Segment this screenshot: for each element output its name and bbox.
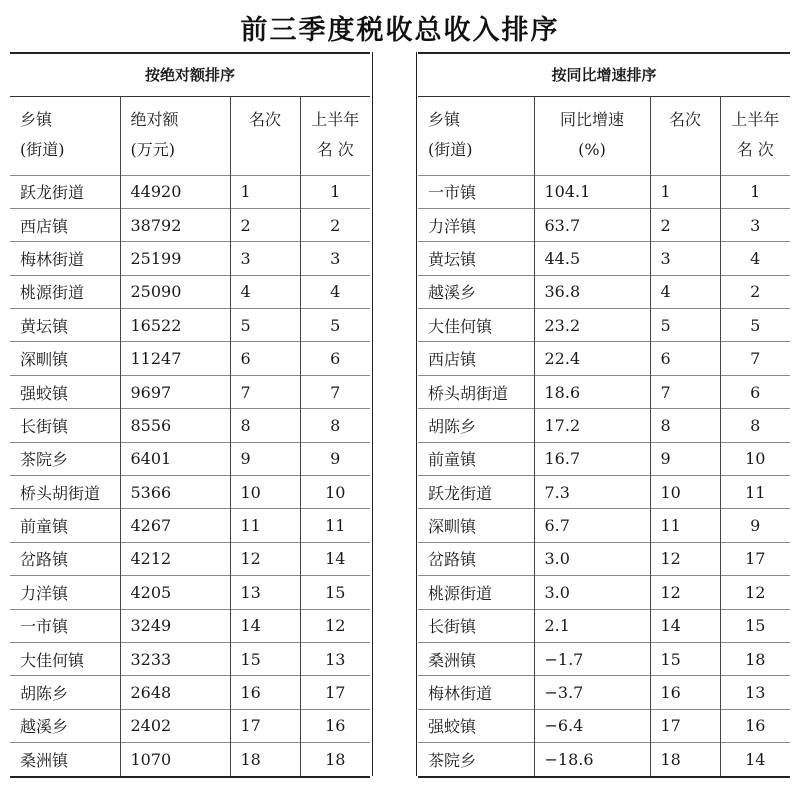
cell-township: 力洋镇 xyxy=(428,216,477,236)
table-row xyxy=(418,542,790,575)
cell-township: 梅林街道 xyxy=(20,249,85,269)
cell-h1-rank: 6 xyxy=(300,342,370,375)
cell-h1-rank: 17 xyxy=(720,542,790,575)
cell-h1-rank: 4 xyxy=(300,275,370,308)
cell-value: 23.2 xyxy=(534,309,650,342)
cell-rank: 4 xyxy=(650,275,720,308)
cell-value: 104.1 xyxy=(534,175,650,208)
cell-rank: 14 xyxy=(230,609,300,642)
header-row xyxy=(10,97,370,175)
cell-h1-rank: 16 xyxy=(720,709,790,742)
growth-rate-panel xyxy=(418,52,790,778)
cell-township: 桥头胡街道 xyxy=(428,383,509,403)
cell-rank: 9 xyxy=(650,442,720,475)
table-row xyxy=(10,309,370,342)
table-row xyxy=(418,676,790,709)
header-rank: 名次 xyxy=(230,97,300,175)
cell-rank: 15 xyxy=(650,642,720,675)
table-row xyxy=(10,709,370,742)
cell-h1-rank: 8 xyxy=(720,409,790,442)
table-row xyxy=(10,509,370,542)
cell-township: 岔路镇 xyxy=(428,550,477,570)
cell-rank: 5 xyxy=(230,309,300,342)
absolute-amount-panel xyxy=(10,52,370,778)
cell-value: 3.0 xyxy=(534,542,650,575)
cell-rank: 2 xyxy=(650,208,720,241)
cell-h1-rank: 10 xyxy=(720,442,790,475)
cell-value: 5366 xyxy=(120,476,230,509)
cell-value: −6.4 xyxy=(534,709,650,742)
cell-rank: 11 xyxy=(230,509,300,542)
cell-value: 2.1 xyxy=(534,609,650,642)
table-row xyxy=(418,609,790,642)
header-township: 乡镇 (街道) xyxy=(20,110,65,159)
cell-rank: 9 xyxy=(230,442,300,475)
cell-township: 桑洲镇 xyxy=(20,751,69,771)
cell-h1-rank: 14 xyxy=(720,743,790,776)
cell-township: 强蛟镇 xyxy=(428,717,477,737)
cell-h1-rank: 12 xyxy=(720,576,790,609)
cell-value: 25090 xyxy=(120,275,230,308)
table-row xyxy=(10,175,370,208)
cell-h1-rank: 9 xyxy=(300,442,370,475)
cell-rank: 15 xyxy=(230,642,300,675)
cell-township: 大佳何镇 xyxy=(20,650,85,670)
cell-rank: 17 xyxy=(650,709,720,742)
cell-value: 7.3 xyxy=(534,476,650,509)
cell-rank: 10 xyxy=(650,476,720,509)
cell-township: 茶院乡 xyxy=(428,751,477,771)
cell-value: −18.6 xyxy=(534,743,650,776)
cell-rank: 18 xyxy=(650,743,720,776)
cell-value: 6401 xyxy=(120,442,230,475)
table-row xyxy=(10,542,370,575)
cell-value: 1070 xyxy=(120,743,230,776)
cell-rank: 10 xyxy=(230,476,300,509)
cell-h1-rank: 4 xyxy=(720,242,790,275)
table-row xyxy=(418,709,790,742)
table-row xyxy=(418,175,790,208)
absolute-amount-table xyxy=(10,97,370,776)
cell-rank: 7 xyxy=(650,375,720,408)
cell-township: 跃龙街道 xyxy=(428,483,493,503)
cell-rank: 12 xyxy=(650,542,720,575)
table-row xyxy=(10,642,370,675)
table-row xyxy=(418,342,790,375)
cell-h1-rank: 5 xyxy=(300,309,370,342)
table-row xyxy=(10,375,370,408)
header-row xyxy=(418,97,790,175)
cell-value: −3.7 xyxy=(534,676,650,709)
divider-right xyxy=(416,52,417,776)
cell-value: 2648 xyxy=(120,676,230,709)
table-row xyxy=(418,242,790,275)
header-h1-rank: 上半年 名 次 xyxy=(720,97,790,175)
cell-township: 梅林街道 xyxy=(428,684,493,704)
table-row xyxy=(10,342,370,375)
cell-township: 桥头胡街道 xyxy=(20,483,101,503)
cell-township: 跃龙街道 xyxy=(20,183,85,203)
table-row xyxy=(10,676,370,709)
cell-value: 16522 xyxy=(120,309,230,342)
header-h1-rank: 上半年 名 次 xyxy=(300,97,370,175)
cell-rank: 3 xyxy=(650,242,720,275)
cell-value: 8556 xyxy=(120,409,230,442)
cell-rank: 18 xyxy=(230,743,300,776)
cell-rank: 13 xyxy=(230,576,300,609)
table-row xyxy=(10,576,370,609)
cell-h1-rank: 1 xyxy=(720,175,790,208)
table-row xyxy=(10,242,370,275)
cell-h1-rank: 6 xyxy=(720,375,790,408)
cell-h1-rank: 15 xyxy=(300,576,370,609)
cell-value: 16.7 xyxy=(534,442,650,475)
cell-rank: 2 xyxy=(230,208,300,241)
cell-township: 深甽镇 xyxy=(20,350,69,370)
header-township: 乡镇 (街道) xyxy=(428,110,473,159)
cell-rank: 17 xyxy=(230,709,300,742)
cell-township: 越溪乡 xyxy=(20,717,69,737)
cell-rank: 14 xyxy=(650,609,720,642)
cell-h1-rank: 15 xyxy=(720,609,790,642)
cell-h1-rank: 12 xyxy=(300,609,370,642)
cell-township: 桑洲镇 xyxy=(428,650,477,670)
growth-rate-table xyxy=(418,97,790,776)
table-row xyxy=(418,275,790,308)
cell-township: 岔路镇 xyxy=(20,550,69,570)
cell-value: −1.7 xyxy=(534,642,650,675)
growth-rate-title: 按同比增速排序 xyxy=(418,54,790,97)
cell-rank: 16 xyxy=(650,676,720,709)
cell-h1-rank: 1 xyxy=(300,175,370,208)
cell-h1-rank: 18 xyxy=(300,743,370,776)
cell-value: 44920 xyxy=(120,175,230,208)
table-row xyxy=(10,609,370,642)
cell-h1-rank: 7 xyxy=(300,375,370,408)
cell-value: 25199 xyxy=(120,242,230,275)
table-row xyxy=(10,275,370,308)
table-row xyxy=(418,409,790,442)
cell-value: 44.5 xyxy=(534,242,650,275)
header-amount: 绝对额 (万元) xyxy=(120,97,230,175)
table-row xyxy=(418,375,790,408)
cell-township: 深甽镇 xyxy=(428,517,477,537)
absolute-amount-title: 按绝对额排序 xyxy=(10,54,370,97)
cell-value: 38792 xyxy=(120,208,230,241)
cell-rank: 1 xyxy=(230,175,300,208)
cell-h1-rank: 18 xyxy=(720,642,790,675)
table-row xyxy=(418,576,790,609)
table-row xyxy=(10,208,370,241)
cell-rank: 11 xyxy=(650,509,720,542)
cell-rank: 12 xyxy=(650,576,720,609)
cell-h1-rank: 14 xyxy=(300,542,370,575)
cell-township: 桃源街道 xyxy=(20,283,85,303)
cell-township: 胡陈乡 xyxy=(20,684,69,704)
cell-value: 3.0 xyxy=(534,576,650,609)
cell-value: 18.6 xyxy=(534,375,650,408)
cell-rank: 6 xyxy=(650,342,720,375)
cell-township: 西店镇 xyxy=(428,350,477,370)
cell-township: 长街镇 xyxy=(428,617,477,637)
cell-rank: 7 xyxy=(230,375,300,408)
cell-rank: 1 xyxy=(650,175,720,208)
cell-value: 6.7 xyxy=(534,509,650,542)
cell-h1-rank: 16 xyxy=(300,709,370,742)
cell-h1-rank: 5 xyxy=(720,309,790,342)
header-growth: 同比增速 (%) xyxy=(534,97,650,175)
cell-township: 前童镇 xyxy=(428,450,477,470)
cell-township: 一市镇 xyxy=(428,183,477,203)
cell-township: 胡陈乡 xyxy=(428,416,477,436)
cell-township: 力洋镇 xyxy=(20,583,69,603)
table-row xyxy=(10,409,370,442)
cell-value: 4205 xyxy=(120,576,230,609)
table-row xyxy=(418,476,790,509)
table-row xyxy=(10,442,370,475)
cell-value: 63.7 xyxy=(534,208,650,241)
cell-value: 2402 xyxy=(120,709,230,742)
divider-left xyxy=(372,52,373,776)
header-rank: 名次 xyxy=(650,97,720,175)
cell-rank: 12 xyxy=(230,542,300,575)
table-row xyxy=(418,442,790,475)
cell-rank: 6 xyxy=(230,342,300,375)
cell-h1-rank: 3 xyxy=(720,208,790,241)
table-row xyxy=(418,743,790,776)
cell-township: 一市镇 xyxy=(20,617,69,637)
cell-rank: 5 xyxy=(650,309,720,342)
cell-rank: 8 xyxy=(230,409,300,442)
cell-township: 黄坛镇 xyxy=(20,316,69,336)
cell-h1-rank: 13 xyxy=(300,642,370,675)
cell-h1-rank: 7 xyxy=(720,342,790,375)
cell-h1-rank: 13 xyxy=(720,676,790,709)
cell-township: 强蛟镇 xyxy=(20,383,69,403)
cell-rank: 16 xyxy=(230,676,300,709)
cell-h1-rank: 2 xyxy=(720,275,790,308)
table-row xyxy=(418,208,790,241)
table-row xyxy=(418,642,790,675)
cell-township: 黄坛镇 xyxy=(428,249,477,269)
cell-value: 9697 xyxy=(120,375,230,408)
cell-township: 长街镇 xyxy=(20,416,69,436)
cell-h1-rank: 3 xyxy=(300,242,370,275)
table-row xyxy=(418,309,790,342)
table-row xyxy=(10,743,370,776)
cell-value: 17.2 xyxy=(534,409,650,442)
table-row xyxy=(418,509,790,542)
cell-rank: 8 xyxy=(650,409,720,442)
cell-value: 36.8 xyxy=(534,275,650,308)
cell-h1-rank: 11 xyxy=(300,509,370,542)
cell-value: 11247 xyxy=(120,342,230,375)
cell-township: 西店镇 xyxy=(20,216,69,236)
cell-value: 22.4 xyxy=(534,342,650,375)
cell-value: 3249 xyxy=(120,609,230,642)
cell-h1-rank: 17 xyxy=(300,676,370,709)
cell-h1-rank: 10 xyxy=(300,476,370,509)
cell-value: 4267 xyxy=(120,509,230,542)
cell-township: 桃源街道 xyxy=(428,583,493,603)
cell-value: 3233 xyxy=(120,642,230,675)
table-row xyxy=(10,476,370,509)
cell-township: 大佳何镇 xyxy=(428,316,493,336)
cell-township: 茶院乡 xyxy=(20,450,69,470)
cell-rank: 3 xyxy=(230,242,300,275)
cell-rank: 4 xyxy=(230,275,300,308)
cell-township: 前童镇 xyxy=(20,517,69,537)
cell-h1-rank: 2 xyxy=(300,208,370,241)
page-title: 前三季度税收总收入排序 xyxy=(240,15,560,46)
cell-value: 4212 xyxy=(120,542,230,575)
cell-township: 越溪乡 xyxy=(428,283,477,303)
cell-h1-rank: 9 xyxy=(720,509,790,542)
cell-h1-rank: 8 xyxy=(300,409,370,442)
cell-h1-rank: 11 xyxy=(720,476,790,509)
